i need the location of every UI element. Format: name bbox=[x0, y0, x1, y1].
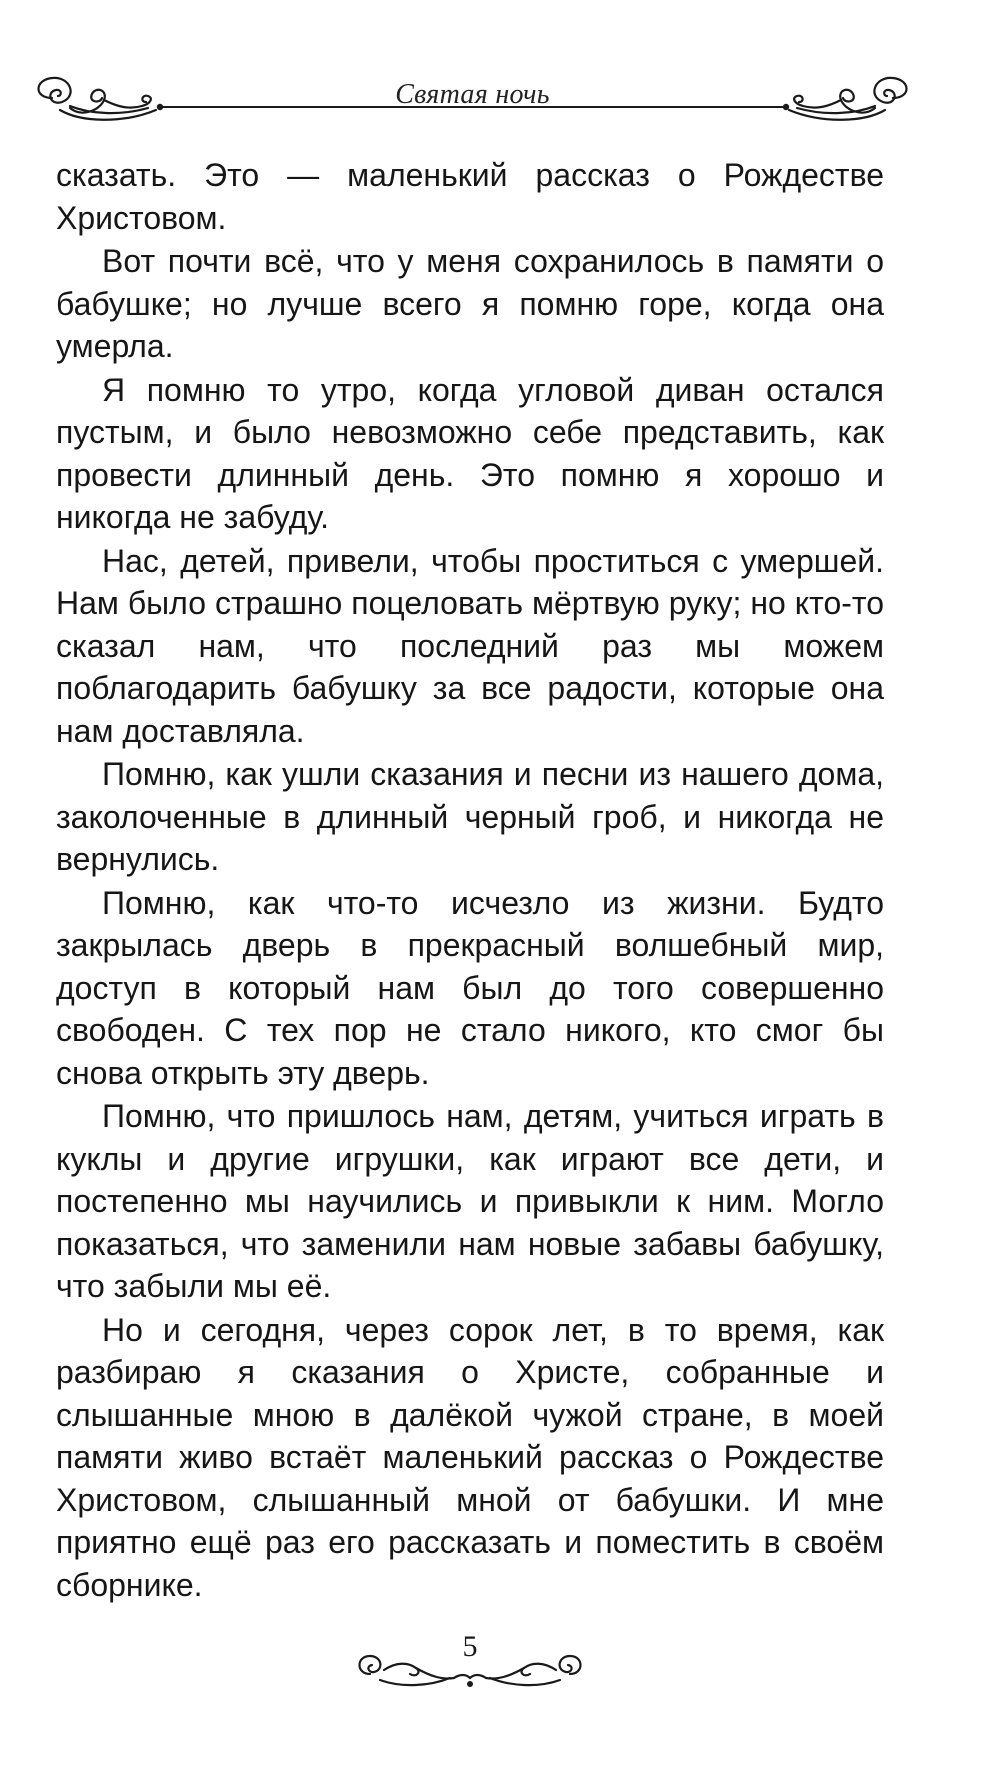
paragraph: Но и сегодня, через сорок лет, в то время, как разбираю я сказания о Христе, собранные и слышанные мною в далёкой чужой стране, в моей памяти живо встаёт маленький рассказ о Рождестве Христовом, слышанный мной от бабушки. И мне приятно ещё раз его рассказать и поместить в своём сборнике. bbox=[56, 1311, 884, 1603]
page-number: 5 bbox=[462, 1630, 478, 1663]
paragraph: Помню, как ушли сказания и песни из нашего дома, заколоченные в длинный черный гроб, и никогда не вернулись. bbox=[56, 756, 884, 877]
running-title: Святая ночь bbox=[395, 79, 550, 110]
paragraph: Помню, как что-то исчезло из жизни. Будто закрылась дверь в прекрасный волшебный мир, доступ в который нам был до того совершенно свободен. С тех пор не стало никого, кто смог бы снова открыть эту дверь. bbox=[56, 884, 884, 1091]
body-text bbox=[56, 154, 884, 1607]
running-header bbox=[30, 70, 915, 140]
page-footer bbox=[350, 1630, 590, 1700]
paragraph: сказать. Это — маленький рассказ о Рождестве Христовом. bbox=[56, 157, 884, 236]
paragraph: Помню, что пришлось нам, детям, учиться играть в куклы и другие игрушки, как играют все дети, и постепенно мы научились и привыкли к ним. Могло показаться, что заменили нам новые забавы бабушку, что забыли мы её. bbox=[56, 1098, 884, 1304]
paragraph: Вот почти всё, что у меня сохранилось в памяти о бабушке; но лучше всего я помню горе, когда она умерла. bbox=[56, 243, 884, 364]
paragraph: Я помню то утро, когда угловой диван остался пустым, и было невозможно себе представить, как провести длинный день. Это помню я хорошо и никогда не забуду. bbox=[56, 371, 884, 535]
paragraph: Нас, детей, привели, чтобы проститься с умершей. Нам было страшно поцеловать мёртвую руку; но кто-то сказал нам, что последний раз мы можем поблагодарить бабушку за все радости, которые она нам доставляла. bbox=[56, 542, 884, 749]
